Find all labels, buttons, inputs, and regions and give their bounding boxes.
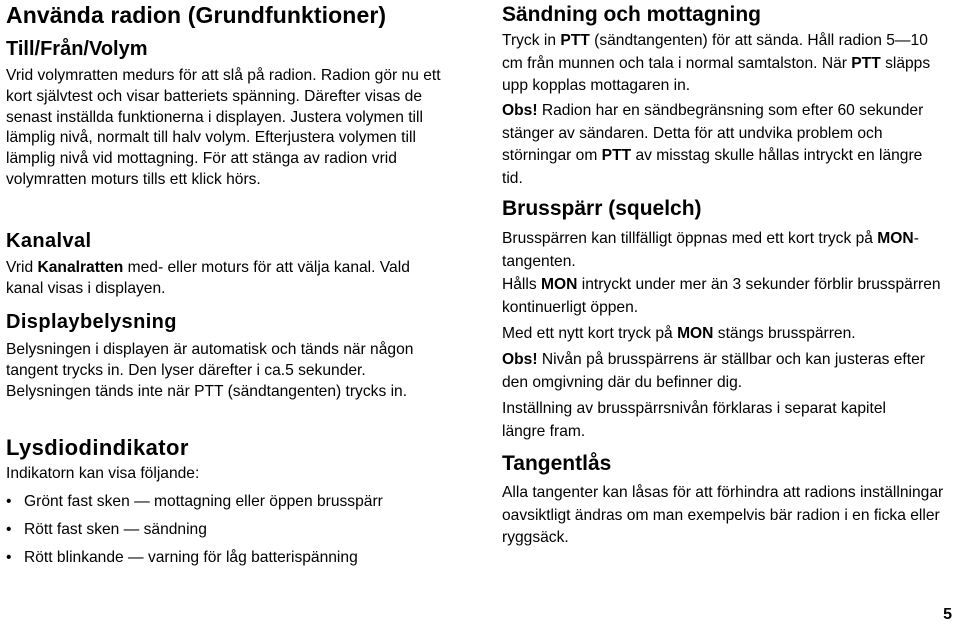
led-indicator-list: [6, 488, 383, 572]
squelch-paragraph-4: Obs! Nivån på brusspärrens är ställbar och kan justeras efter den omgivning där du befinner dig.: [502, 351, 925, 391]
tx-paragraph-1: Tryck in PTT (sändtangenten) för att sända. Håll radion 5—10 cm från munnen och tala i normal samtalston. När PTT släpps upp kopplas mottagaren in.: [502, 32, 931, 94]
list-item: • Grönt fast sken — mottagning eller öppen brusspärr: [6, 488, 383, 516]
channel-section-title: Kanalval: [6, 230, 92, 252]
tx-paragraph-2: Obs! Radion har en sändbegränsning som efter 60 sekunder stänger av sändaren. Detta för att undvika problem och störningar om PTT av misstag skulle hållas intryckt en längre tid.: [502, 102, 924, 187]
list-item: • Rött fast sken — sändning: [6, 516, 383, 544]
page-heading: Använda radion (Grundfunktioner): [6, 2, 387, 28]
list-item: • Rött blinkande — varning för låg batterispänning: [6, 544, 383, 572]
led-section-title: Lysdiodindikator: [6, 435, 189, 460]
power-section-text: Vrid volymratten medurs för att slå på radion. Radion gör nu ett kort självtest och visar batteriets spänning. Därefter visas de senast inställda funktionerna i displayen. Justera volymen till lämplig nivå, normalt till halv volym. Efterjustera volymen till lämplig nivå vid mottagning. För att stänga av radion vrid volymratten moturs tills ett klick hörs.: [6, 67, 441, 188]
backlight-section-text: Belysningen i displayen är automatisk och tänds när någon tangent trycks in. Den lyser därefter i ca.5 sekunder. Belysningen tänds inte när PTT (sändtangenten) trycks in.: [6, 341, 414, 400]
keylock-text: Alla tangenter kan låsas för att förhindra att radions inställningar oavsiktligt ändras om man exempelvis bär radion i en ficka eller ryggsäck.: [502, 484, 944, 546]
page-number: 5: [943, 606, 952, 623]
squelch-section-title: Brusspärr (squelch): [502, 197, 702, 220]
squelch-paragraph-5: Inställning av brusspärrsnivån förklaras i separat kapitel längre fram.: [502, 400, 886, 440]
squelch-paragraph-3: Med ett nytt kort tryck på MON stängs brusspärren.: [502, 325, 856, 342]
squelch-paragraph-2: Hålls MON intryckt under mer än 3 sekunder förblir brusspärren kontinuerligt öppen.: [502, 276, 941, 316]
backlight-section-title: Displaybelysning: [6, 311, 177, 333]
power-section-title: Till/Från/Volym: [6, 38, 148, 60]
tx-section-title: Sändning och mottagning: [502, 3, 761, 26]
channel-section-text: Vrid Kanalratten med- eller moturs för att välja kanal. Vald kanal visas i displayen.: [6, 259, 410, 297]
led-section-intro: Indikatorn kan visa följande:: [6, 465, 200, 482]
squelch-paragraph-1: Brusspärren kan tillfälligt öppnas med ett kort tryck på MON-tangenten.: [502, 230, 919, 270]
keylock-section-title: Tangentlås: [502, 452, 612, 475]
